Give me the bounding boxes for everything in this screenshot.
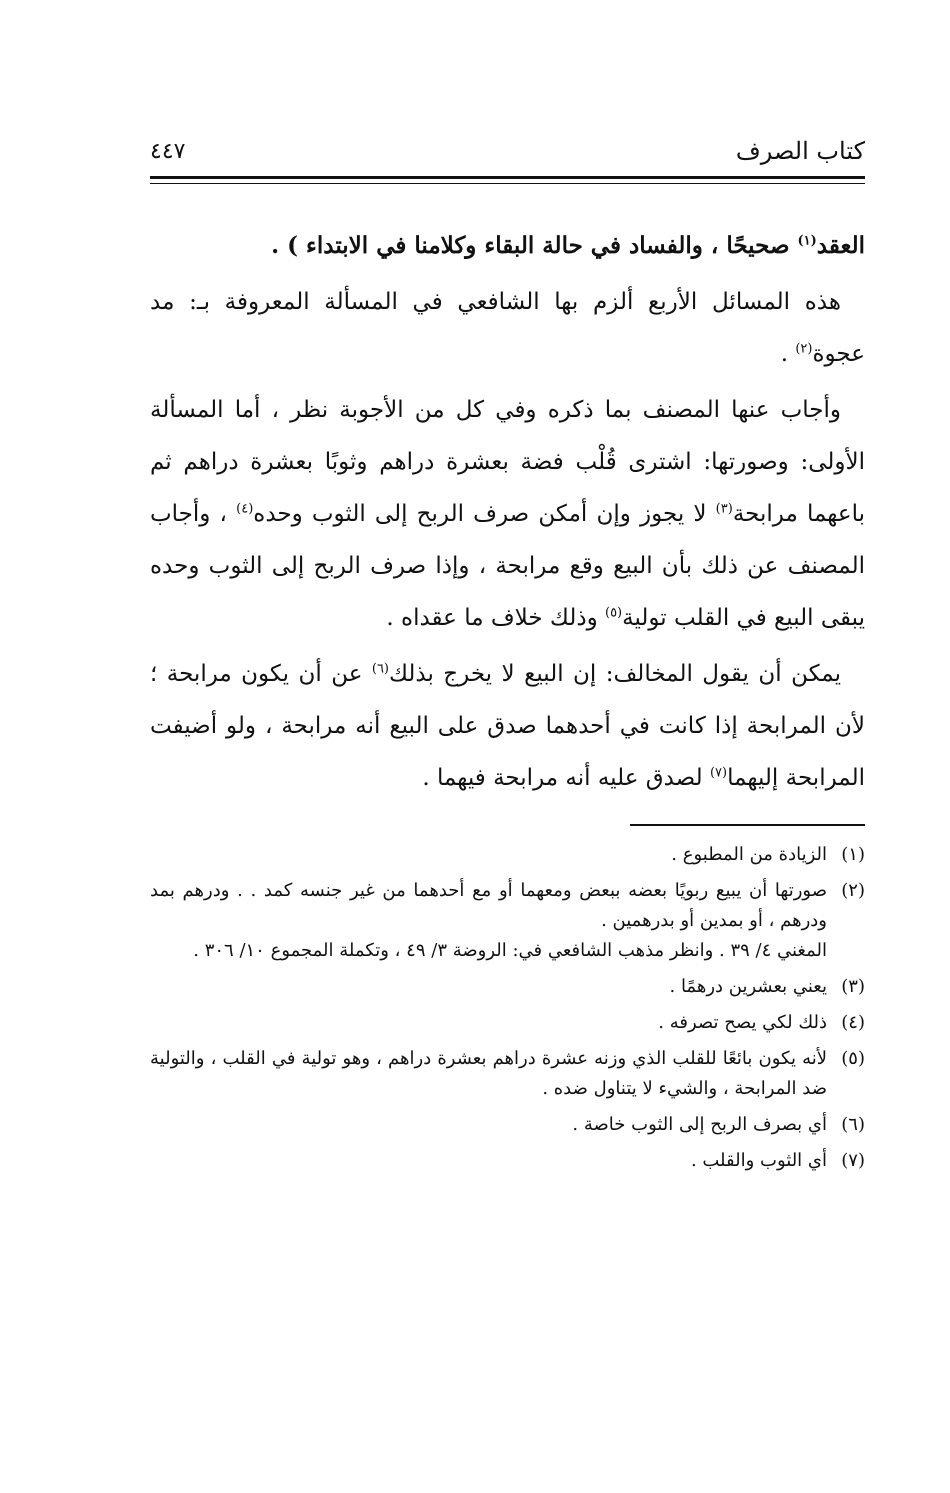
footnote-ref-5: (٥) [604,605,623,621]
main-text [150,220,865,808]
header-rule-thick [150,176,865,179]
footnote-number: (٦) [841,1114,865,1135]
paragraph-2: هذه المسائل الأربع ألزم بها الشافعي في المسألة المعروفة بـ: مد عجوة$^{(٢)}$ . [150,289,865,367]
footnote-ref-6: (٦) [371,661,389,677]
running-title: كتاب الصرف [735,137,865,165]
footnote-5 [150,1044,865,1104]
page-header [150,137,865,173]
paragraph-3: وأجاب عنها المصنف بما ذكره وفي كل من الأجوبة نظر ، أما المسألة الأولى: وصورتها: اشترى قُلْب فضة بعشرة دراهم وثوبًا بعشرة دراهم ثم باعهما مرابحة$^{(٣)}$ لا يجوز وإن أمكن صرف الربح إلى الثوب وحده$^{(٤)}$ ، وأجاب المصنف عن ذلك بأن البيع وقع مرابحة ، وإذا صرف الربح إلى الثوب وحده يبقى البيع في القلب تولية$^{(٥)}$ وذلك خلاف ما عقداه . [150,397,865,631]
footnote-text: أي بصرف الربح إلى الثوب خاصة . [572,1114,827,1135]
footnotes [150,840,865,1182]
footnote-text: ذلك لكي يصح تصرفه . [658,1012,827,1033]
footnote-ref-1: (١) [797,233,817,249]
paragraph-4: يمكن أن يقول المخالف: إن البيع لا يخرج بذلك$^{(٦)}$ عن أن يكون مرابحة ؛ لأن المرابحة إذا كانت في أحدهما صدق على البيع أنه مرابحة ، ولو أضيفت المرابحة إليهما$^{(٧)}$ لصدق عليه أنه مرابحة فيهما . [150,661,865,791]
footnote-2 [150,876,865,966]
footnote-7 [150,1146,865,1176]
page-number: ٤٤٧ [150,139,186,164]
footnote-1 [150,840,865,870]
footnote-text: المغني ٤/ ٣٩ . وانظر مذهب الشافعي في: الروضة ٣/ ٤٩ ، وتكملة المجموع ١٠/ ٣٠٦ . [193,940,827,961]
footnote-text: يعني بعشرين درهمًا . [669,976,827,997]
footnote-separator [630,824,865,826]
paragraph-1: العقد$^{(١)}$ صحيحًا ، والفساد في حالة البقاء وكلامنا في الابتداء ) . [271,232,865,259]
footnote-6 [150,1110,865,1140]
footnote-number: (٣) [841,976,865,997]
footnote-4 [150,1008,865,1038]
footnote-text: لأنه يكون بائعًا للقلب الذي وزنه عشرة دراهم بعشرة دراهم ، وهو تولية في القلب ، والتولية ضد المرابحة ، والشيء لا يتناول ضده . [150,1048,827,1099]
footnote-number: (٢) [841,880,865,901]
footnote-3 [150,972,865,1002]
footnote-text: الزيادة من المطبوع . [671,844,827,865]
footnote-number: (١) [841,844,865,865]
header-rule-thin [150,183,865,184]
footnote-ref-4: (٤) [236,501,254,517]
footnote-text: أي الثوب والقلب . [690,1150,827,1171]
footnote-text: صورتها أن يبيع ربويًا بعضه ببعض ومعهما أو مع أحدهما من غير جنسه كمد . . ودرهم بمد ودرهم ، أو بمدين أو بدرهمين . [150,880,827,931]
footnote-number: (٤) [841,1012,865,1033]
footnote-number: (٥) [841,1048,865,1069]
footnote-ref-2: (٢) [795,341,813,357]
footnote-ref-3: (٣) [715,501,733,517]
footnote-number: (٧) [841,1150,865,1171]
footnote-ref-7: (٧) [709,765,728,781]
